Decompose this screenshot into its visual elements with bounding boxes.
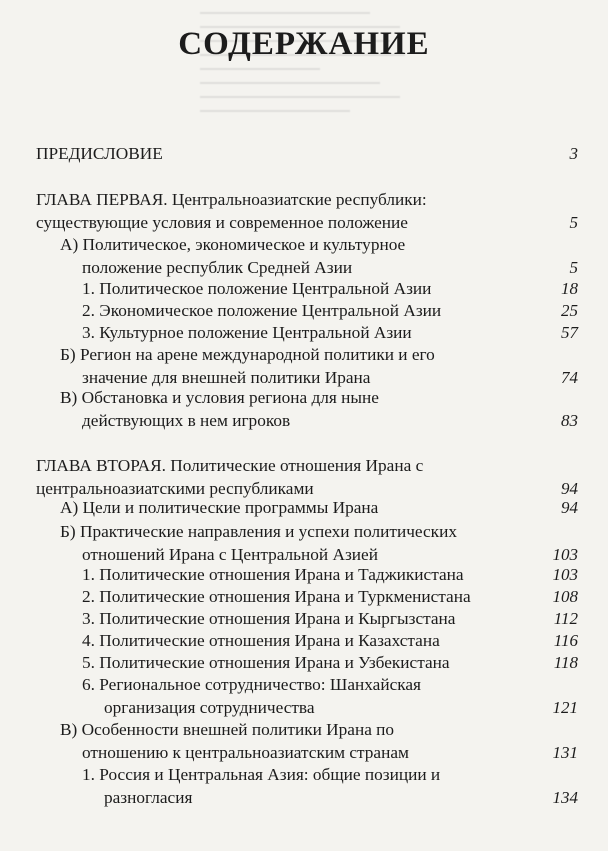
toc-entry-chapter-1: [36, 188, 578, 234]
toc-entry-section-2b: [60, 520, 578, 566]
toc-entry-section-1c: [60, 386, 578, 432]
page-number: 118: [553, 653, 578, 672]
page-number: 57: [561, 323, 578, 342]
entry-line: центральноазиатскими республиками: [36, 479, 314, 498]
entry-line: Б) Регион на арене международной политики и его: [60, 345, 435, 364]
toc-entry-subsection: [82, 651, 578, 674]
entry-line: 1. Россия и Центральная Азия: общие позиции и: [82, 765, 441, 784]
page-title: СОДЕРЖАНИЕ: [178, 26, 430, 62]
entry-line: 6. Региональное сотрудничество: Шанхайская: [82, 675, 422, 694]
entry-line: А) Политическое, экономическое и культурное: [60, 235, 406, 254]
toc-entry-section-1b: [60, 343, 578, 389]
page-number: 5: [569, 213, 578, 232]
entry-line: ГЛАВА ВТОРАЯ. Политические отношения Ирана с: [36, 456, 424, 475]
page-number: 94: [561, 498, 578, 517]
page-number: 112: [553, 609, 578, 628]
toc-entry-subsection: [82, 673, 578, 719]
toc-entry-section-2c: [60, 718, 578, 764]
page-number: 108: [552, 587, 578, 606]
toc-entry-subsection: [82, 321, 578, 344]
entry-line: организация сотрудничества: [104, 698, 315, 717]
page-number: 18: [561, 279, 578, 298]
page-number: 74: [561, 368, 578, 387]
entry-line: 1. Политические отношения Ирана и Таджикистана: [82, 565, 464, 584]
page-number: 94: [561, 479, 578, 498]
toc-entry-section-1a: [60, 233, 578, 279]
toc-entry-subsection: [82, 629, 578, 652]
entry-line: положение республик Средней Азии: [82, 258, 353, 277]
page-number: 103: [552, 545, 578, 564]
entry-line: отношению к центральноазиатским странам: [82, 743, 409, 762]
toc-entry-subsection: [82, 299, 578, 322]
toc-entry-subsection: [82, 607, 578, 630]
entry-line: 4. Политические отношения Ирана и Казахстана: [82, 631, 440, 650]
bleed-through-text: [200, 0, 410, 140]
entry-line: В) Особенности внешней политики Ирана по: [60, 720, 395, 739]
page-number: 83: [561, 411, 578, 430]
toc-entry-preface: [36, 142, 578, 165]
page-number: 103: [552, 565, 578, 584]
toc-entry-subsection: [82, 277, 578, 300]
toc-entry-subsection: [82, 763, 578, 809]
entry-line: 2. Экономическое положение Центральной Азии: [82, 301, 442, 320]
entry-line: существующие условия и современное положение: [36, 213, 408, 232]
entry-line: 2. Политические отношения Ирана и Туркменистана: [82, 587, 471, 606]
page-number: 3: [569, 144, 578, 163]
toc-entry-subsection: [82, 585, 578, 608]
entry-line: А) Цели и политические программы Ирана: [60, 498, 379, 517]
entry-line: В) Обстановка и условия региона для ныне: [60, 388, 379, 407]
page-number: 121: [552, 698, 578, 717]
toc-entry-subsection: [82, 563, 578, 586]
entry-line: Б) Практические направления и успехи политических: [60, 522, 457, 541]
toc-entry-section-2a: [60, 496, 578, 519]
entry-line: 1. Политическое положение Центральной Азии: [82, 279, 432, 298]
page-number: 134: [552, 788, 578, 807]
entry-line: 3. Культурное положение Центральной Азии: [82, 323, 412, 342]
entry-line: разногласия: [104, 788, 193, 807]
page-number: 131: [552, 743, 578, 762]
page-number: 5: [569, 258, 578, 277]
entry-line: 5. Политические отношения Ирана и Узбекистана: [82, 653, 450, 672]
entry-line: 3. Политические отношения Ирана и Кыргызстана: [82, 609, 456, 628]
entry-line: значение для внешней политики Ирана: [82, 368, 371, 387]
entry-line: действующих в нем игроков: [82, 411, 291, 430]
page-number: 25: [561, 301, 578, 320]
entry-line: отношений Ирана с Центральной Азией: [82, 545, 378, 564]
toc-entry-chapter-2: [36, 454, 578, 500]
page-number: 116: [553, 631, 578, 650]
entry-line: ПРЕДИСЛОВИЕ: [36, 144, 163, 163]
entry-line: ГЛАВА ПЕРВАЯ. Центральноазиатские республики:: [36, 190, 427, 209]
